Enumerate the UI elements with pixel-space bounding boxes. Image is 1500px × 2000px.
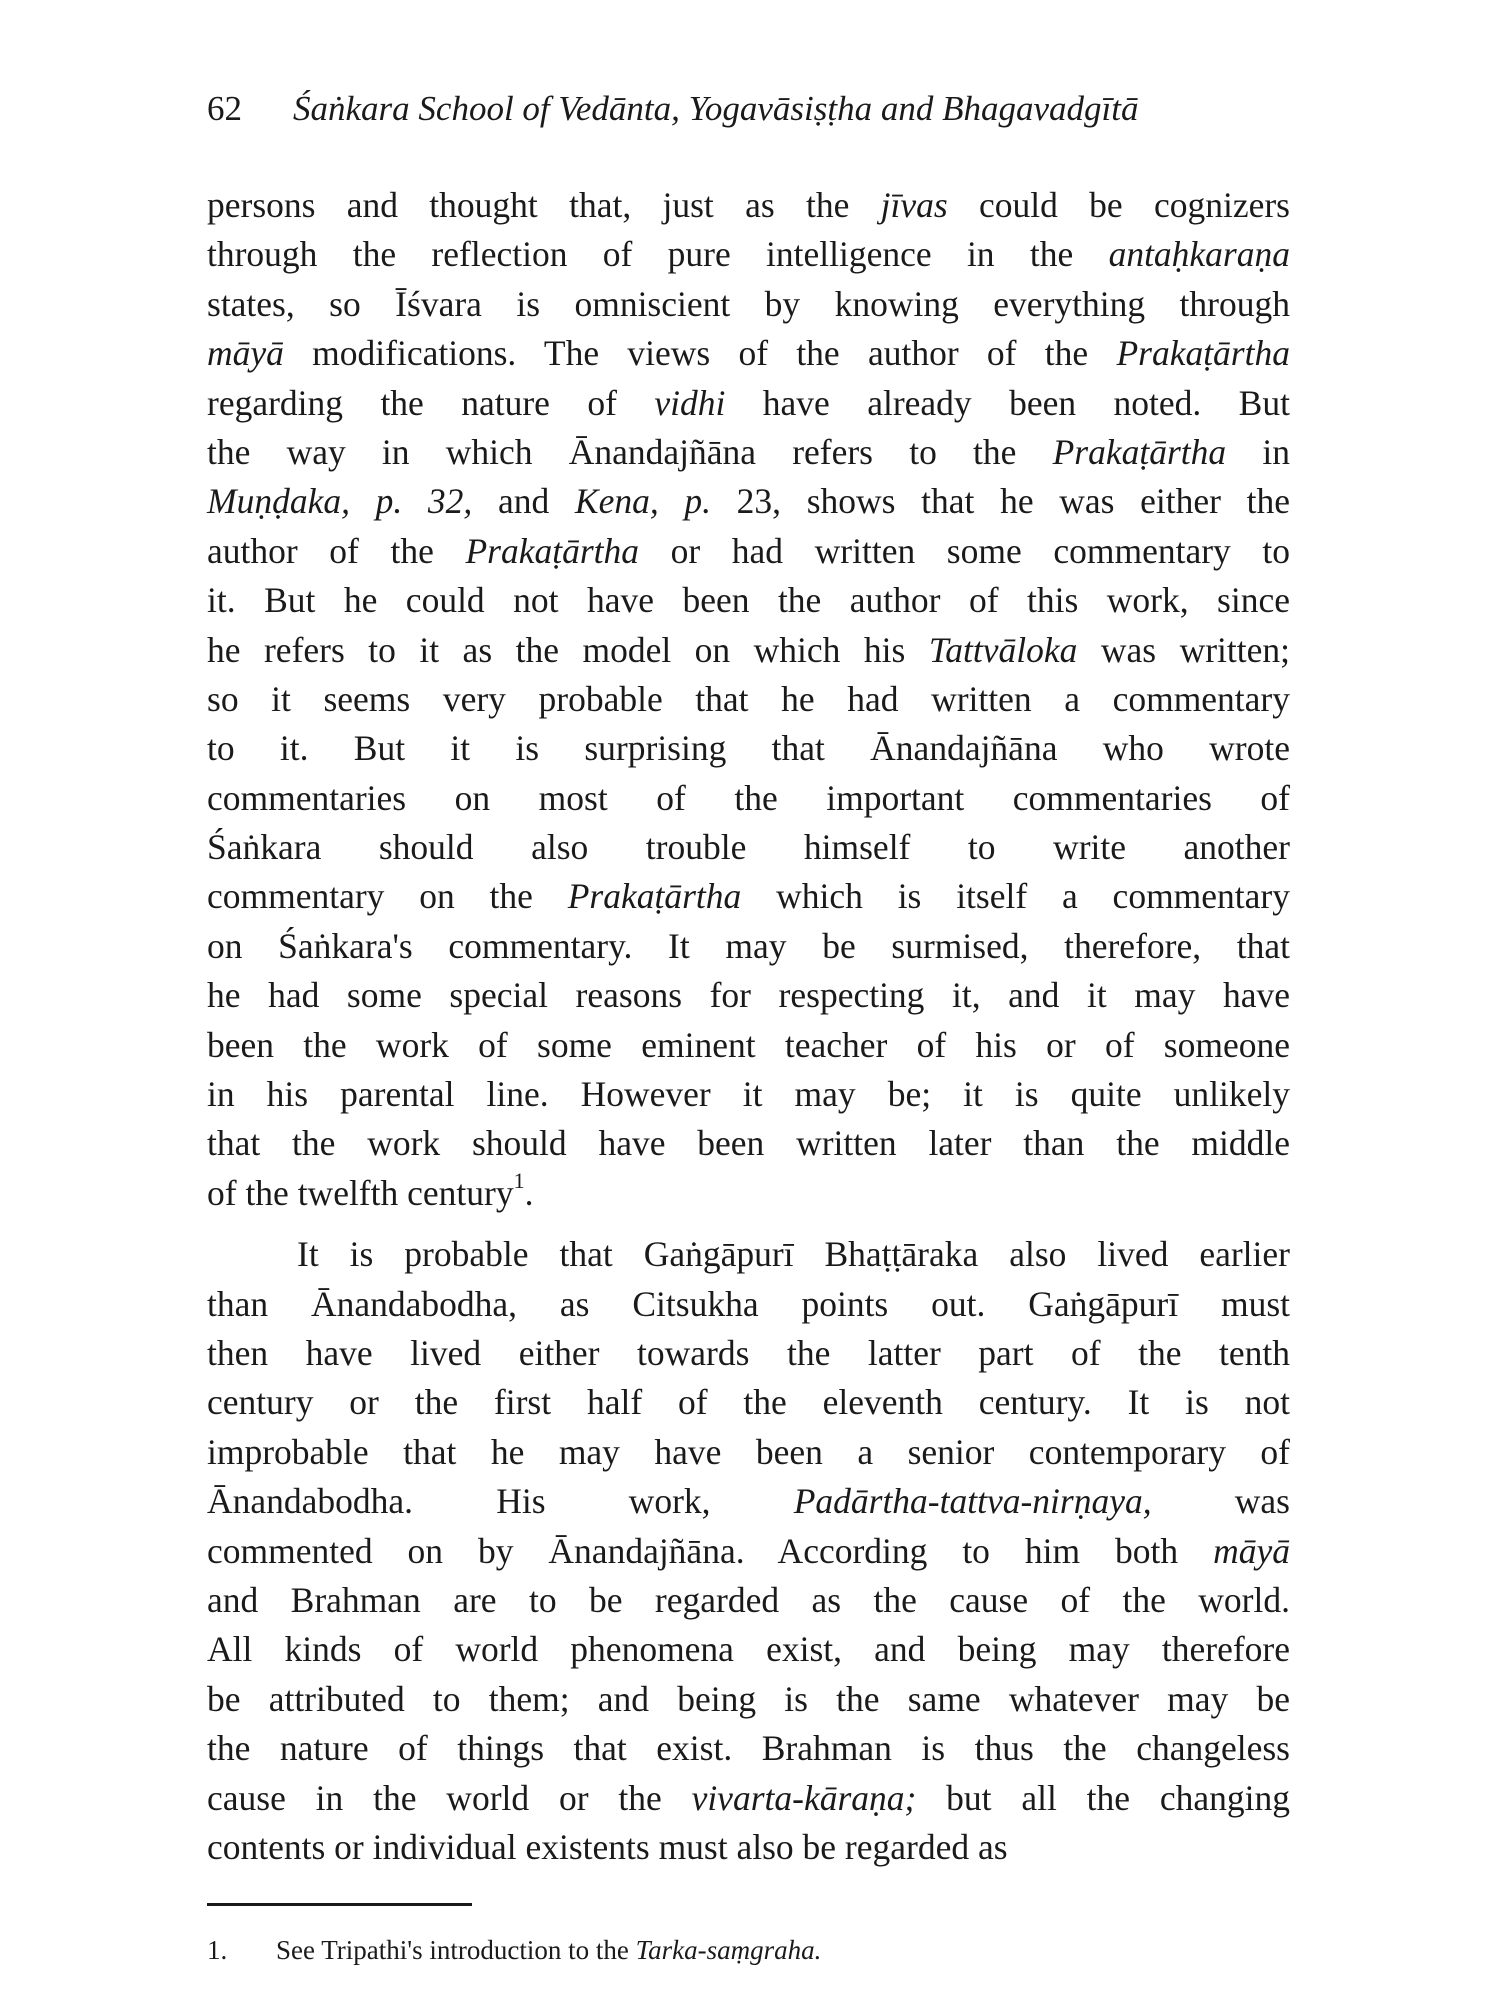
text-line xyxy=(207,971,1290,1020)
text-segment: or had written some commentary to xyxy=(639,530,1290,571)
text-segment: commented on by Ānandajñāna. According to him both xyxy=(207,1530,1214,1571)
text-segment: he refers to it as the model on which his xyxy=(207,629,929,670)
text-segment: commentaries on most of the important commentaries of xyxy=(207,777,1290,818)
text-segment: which is itself a commentary xyxy=(741,876,1290,917)
text-line xyxy=(207,1576,1290,1625)
text-segment: he had some special reasons for respecting it, and it may have xyxy=(207,975,1290,1016)
italic-term: Prakaṭārtha xyxy=(1052,431,1227,472)
text-line xyxy=(207,329,1290,378)
text-line xyxy=(207,774,1290,823)
italic-term: Kena, p. xyxy=(574,481,712,522)
body-text xyxy=(207,181,1290,1872)
text-segment: the nature of things that exist. Brahman is thus the changeless xyxy=(207,1728,1290,1769)
text-line xyxy=(207,1329,1290,1378)
text-line xyxy=(207,428,1290,477)
text-segment: . xyxy=(524,1172,534,1213)
text-line xyxy=(207,922,1290,971)
text-segment: the way in which Ānandajñāna refers to the xyxy=(207,431,1053,472)
text-segment: in xyxy=(1226,431,1290,472)
text-segment: century or the first half of the eleventh century. It is not xyxy=(207,1382,1290,1423)
running-header xyxy=(207,86,1307,132)
text-segment: 23, shows that he was either the xyxy=(711,481,1290,522)
footnote-text xyxy=(276,1935,821,1965)
paragraph-1 xyxy=(207,181,1290,1218)
text-line xyxy=(207,675,1290,724)
text-line xyxy=(207,626,1290,675)
text-segment: persons and thought that, just as the xyxy=(207,185,881,225)
text-line xyxy=(207,1724,1290,1773)
text-line xyxy=(207,1119,1290,1168)
text-segment: author of the xyxy=(207,530,466,571)
italic-term: jīvas xyxy=(880,185,948,225)
text-segment: was xyxy=(1151,1481,1290,1522)
text-line xyxy=(207,1675,1290,1724)
text-line xyxy=(207,280,1290,329)
text-segment: Ānandabodha. His work, xyxy=(207,1481,794,1522)
text-line xyxy=(207,1823,1290,1872)
italic-term: vivarta-kāraṇa; xyxy=(691,1777,917,1818)
text-segment: It is probable that Gaṅgāpurī Bhaṭṭāraka also lived earlier xyxy=(297,1234,1290,1275)
italic-term: vidhi xyxy=(654,382,726,423)
italic-term: Prakaṭārtha xyxy=(465,530,640,571)
text-segment: See Tripathi's introduction to the xyxy=(276,1935,636,1965)
text-segment: of the twelfth century xyxy=(207,1172,514,1213)
text-line xyxy=(207,724,1290,773)
text-line xyxy=(207,477,1290,526)
text-segment: it. But he could not have been the author of this work, since xyxy=(207,580,1290,621)
text-line xyxy=(207,1280,1290,1329)
italic-term: Padārtha-tattva-nirṇaya, xyxy=(793,1481,1152,1522)
text-line xyxy=(207,872,1290,921)
text-line xyxy=(207,527,1290,576)
text-line xyxy=(207,1625,1290,1674)
page-number: 62 xyxy=(207,89,242,128)
text-line xyxy=(207,1021,1290,1070)
text-segment: and Brahman are to be regarded as the cause of the world. xyxy=(207,1579,1290,1620)
italic-term: Muṇḍaka, p. 32, xyxy=(207,481,473,522)
text-segment: on Śaṅkara's commentary. It may be surmised, therefore, that xyxy=(207,925,1290,966)
italic-term: Tattvāloka xyxy=(928,629,1078,670)
text-segment: have already been noted. But xyxy=(725,382,1290,423)
running-title: Śaṅkara School of Vedānta, Yogavāsiṣṭha and Bhagavadgītā xyxy=(293,89,1139,128)
text-segment: modifications. The views of the author of the xyxy=(283,333,1117,374)
text-segment: been the work of some eminent teacher of his or of someone xyxy=(207,1024,1290,1065)
text-line xyxy=(207,576,1290,625)
text-line xyxy=(207,230,1290,279)
footnote-rule xyxy=(207,1903,472,1906)
footnote xyxy=(207,1933,1307,1967)
text-segment: to it. But it is surprising that Ānandajñāna who wrote xyxy=(207,728,1290,769)
italic-term: Prakaṭārtha xyxy=(567,876,742,917)
text-segment: through the reflection of pure intelligence in the xyxy=(207,234,1109,275)
text-segment: states, so Īśvara is omniscient by knowing everything through xyxy=(207,283,1290,324)
text-line xyxy=(207,1527,1290,1576)
text-line xyxy=(207,1230,1290,1279)
text-segment: and xyxy=(472,481,575,522)
text-segment: contents or individual existents must also be regarded as xyxy=(207,1826,1008,1867)
text-segment: All kinds of world phenomena exist, and being may therefore xyxy=(207,1629,1290,1670)
text-line xyxy=(207,379,1290,428)
text-line xyxy=(207,1070,1290,1119)
text-line xyxy=(207,1169,1290,1218)
text-segment: Śaṅkara should also trouble himself to write another xyxy=(207,827,1290,868)
paragraph-gap xyxy=(207,1218,1290,1230)
footnote-marker: 1 xyxy=(513,1167,525,1193)
text-segment: that the work should have been written later than the middle xyxy=(207,1123,1290,1164)
text-line xyxy=(207,823,1290,872)
italic-term: māyā xyxy=(207,333,284,374)
italic-term: antaḥkaraṇa xyxy=(1108,234,1290,275)
italic-term: māyā xyxy=(1213,1530,1290,1571)
text-line xyxy=(207,1774,1290,1823)
text-segment: so it seems very probable that he had written a commentary xyxy=(207,678,1290,719)
text-segment: be attributed to them; and being is the same whatever may be xyxy=(207,1678,1290,1719)
text-segment: then have lived either towards the latter part of the tenth xyxy=(207,1332,1290,1373)
text-segment: commentary on the xyxy=(207,876,568,917)
text-line xyxy=(207,1378,1290,1427)
text-segment: but all the changing xyxy=(916,1777,1290,1818)
italic-term: Prakaṭārtha xyxy=(1116,333,1290,374)
text-line xyxy=(207,1477,1290,1526)
text-segment: regarding the nature of xyxy=(207,382,655,423)
footnote-number: 1. xyxy=(207,1935,228,1965)
text-line xyxy=(207,1428,1290,1477)
text-segment: improbable that he may have been a senior contemporary of xyxy=(207,1431,1290,1472)
text-segment: in his parental line. However it may be; it is quite unlikely xyxy=(207,1074,1290,1115)
text-line xyxy=(207,181,1290,230)
text-segment: could be cognizers xyxy=(947,185,1290,225)
text-segment: cause in the world or the xyxy=(207,1777,692,1818)
italic-term: Tarka-saṃgraha. xyxy=(635,1935,822,1965)
paragraph-2 xyxy=(207,1230,1290,1872)
text-segment: was written; xyxy=(1077,629,1290,670)
text-segment: than Ānandabodha, as Citsukha points out. Gaṅgāpurī must xyxy=(207,1283,1290,1324)
